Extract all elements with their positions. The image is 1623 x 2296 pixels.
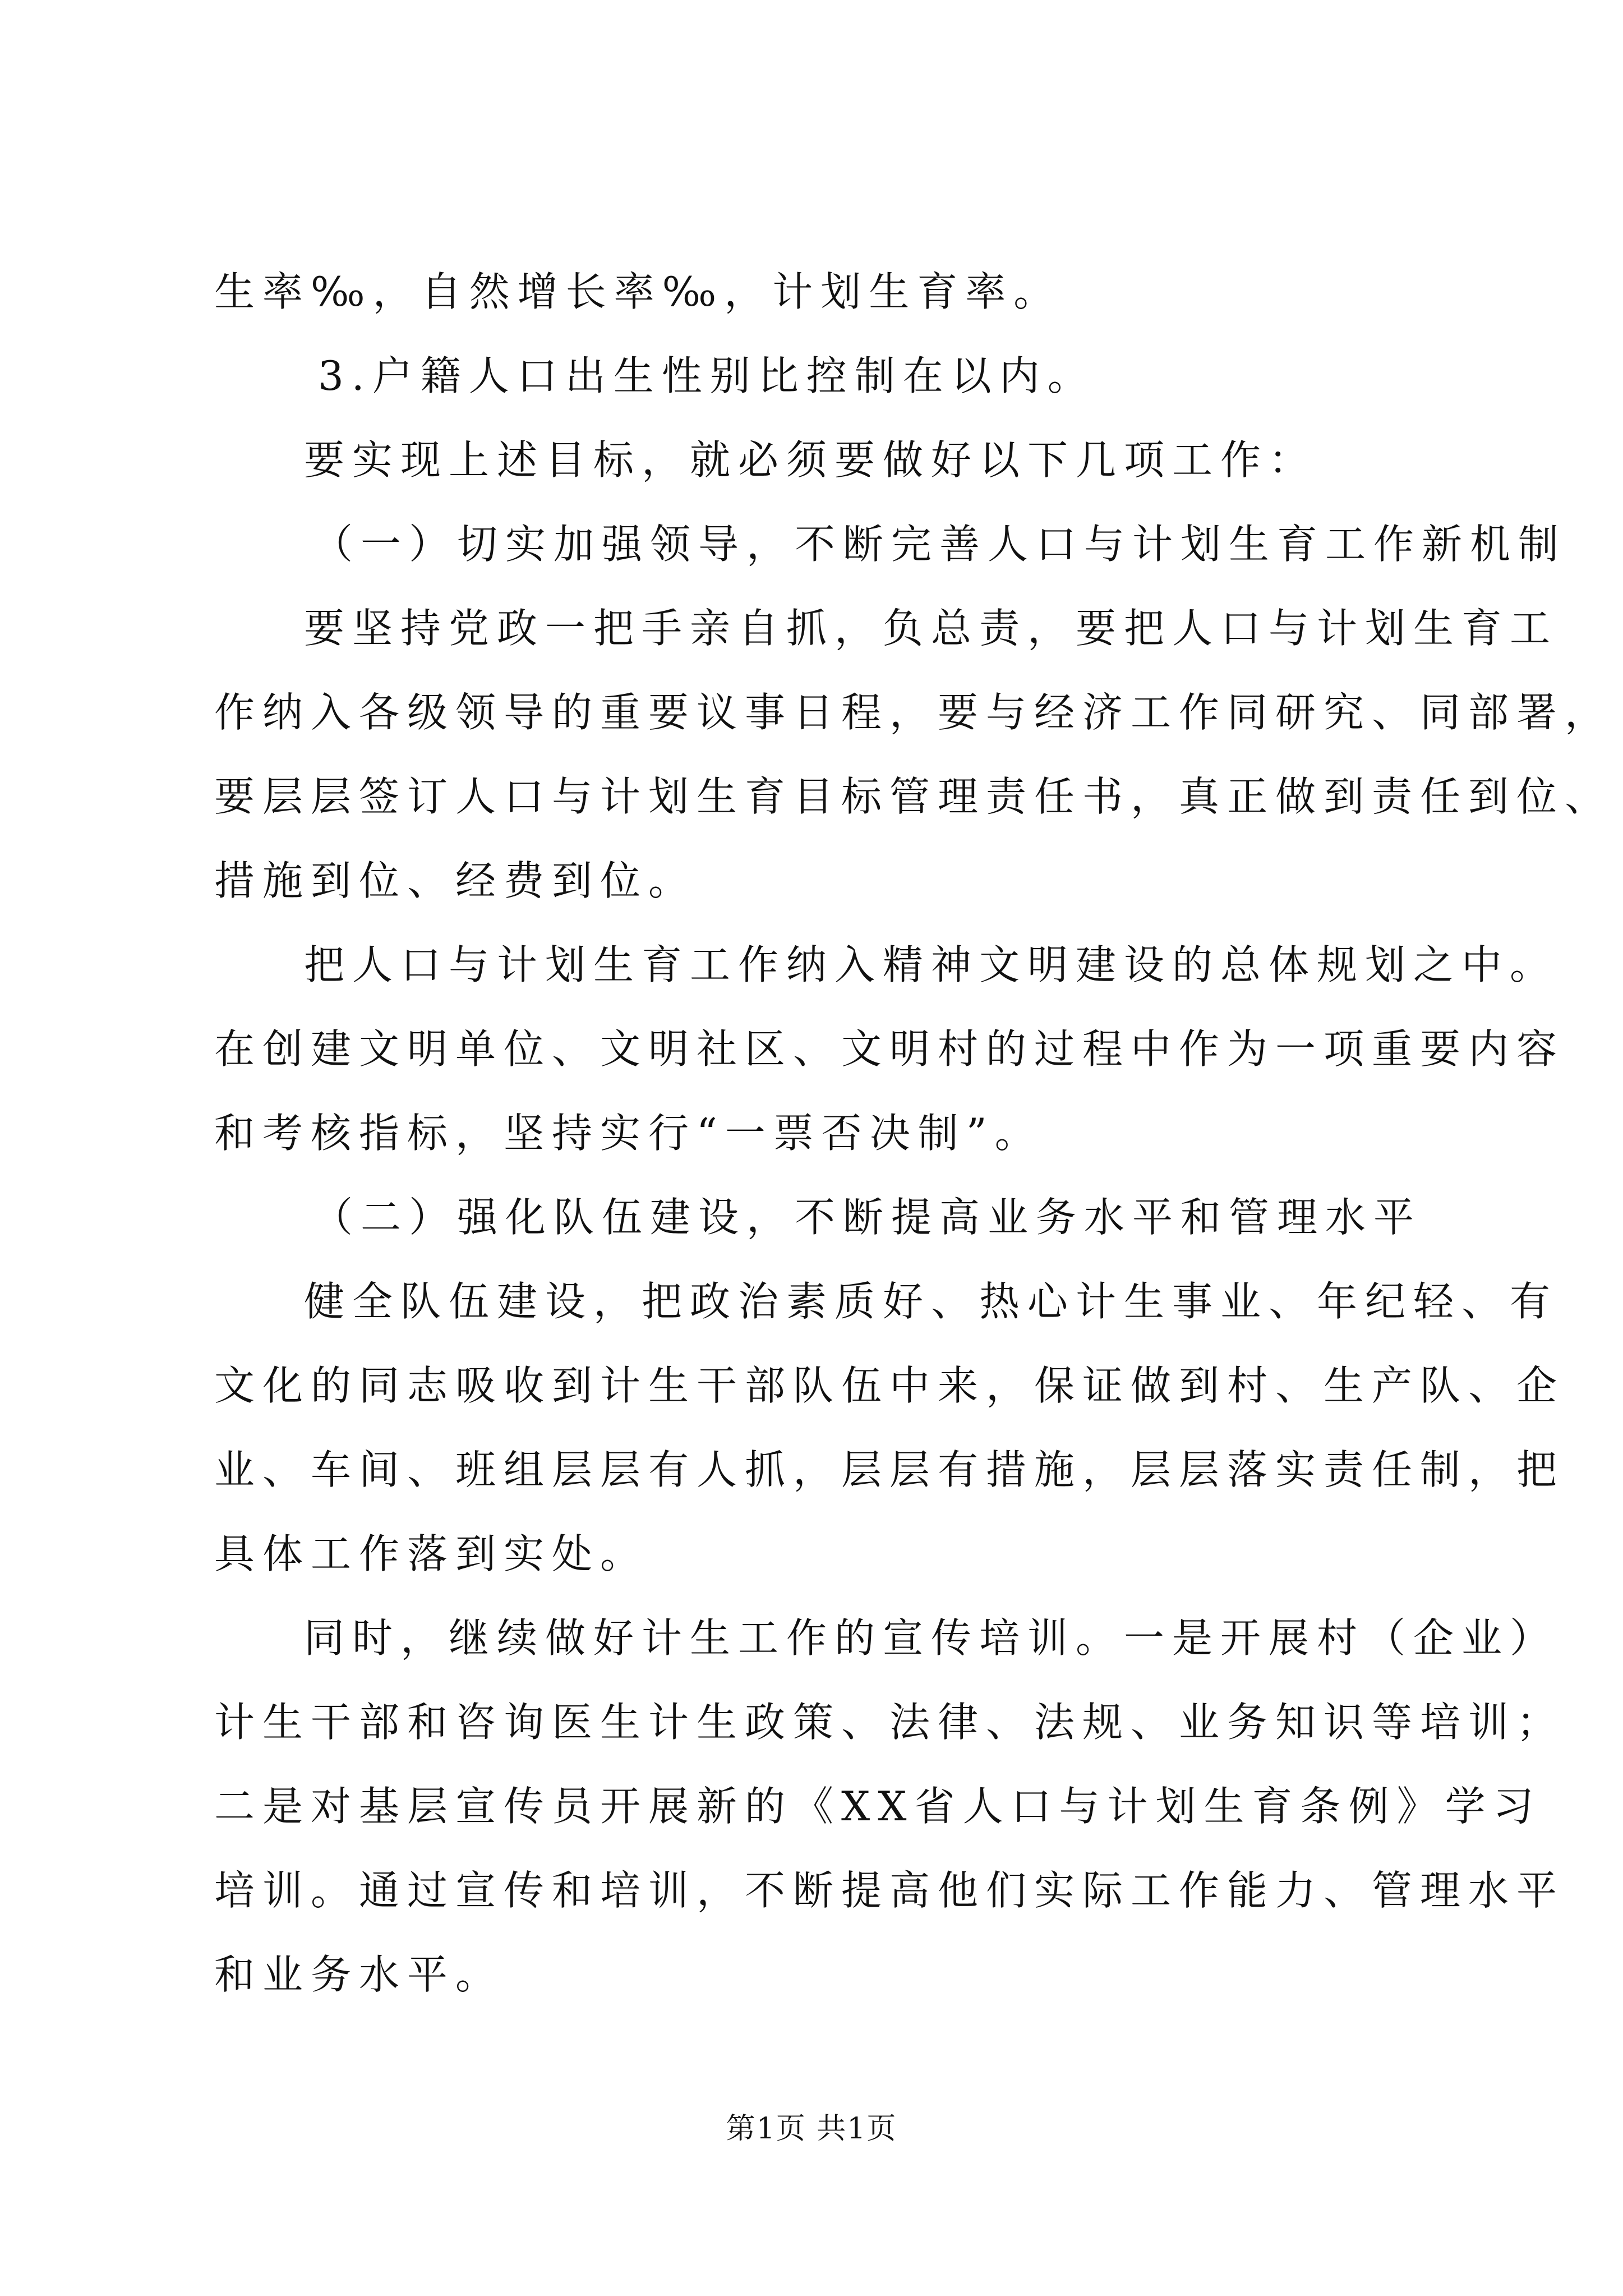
section-heading-1: （一）切实加强领导，不断完善人口与计划生育工作新机制 — [312, 521, 1567, 568]
text-line: 业、车间、班组层层有人抓，层层有措施，层层落实责任制，把 — [214, 1446, 1565, 1493]
text-line: 培训。通过宣传和培训，不断提高他们实际工作能力、管理水平 — [214, 1867, 1565, 1914]
section-heading-2: （二）强化队伍建设，不断提高业务水平和管理水平 — [312, 1194, 1422, 1241]
text-line: 计生干部和咨询医生计生政策、法律、法规、业务知识等培训； — [214, 1699, 1565, 1746]
text-line: 具体工作落到实处。 — [214, 1530, 649, 1577]
text-line: 在创建文明单位、文明社区、文明村的过程中作为一项重要内容 — [214, 1025, 1565, 1073]
text-line: 生率‰，自然增长率‰，计划生育率。 — [214, 268, 1062, 315]
page-number-footer: 第1页 共1页 — [726, 2112, 897, 2146]
text-line: 措施到位、经费到位。 — [214, 857, 697, 904]
text-line: 和业务水平。 — [214, 1951, 504, 1998]
text-line: 把人口与计划生育工作纳入精神文明建设的总体规划之中。 — [304, 941, 1559, 988]
text-line: 文化的同志吸收到计生干部队伍中来，保证做到村、生产队、企 — [214, 1362, 1565, 1409]
text-line: 同时，继续做好计生工作的宣传培训。一是开展村（企业） — [304, 1614, 1559, 1662]
list-item-3: 3.户籍人口出生性别比控制在以内。 — [318, 352, 1096, 399]
text-line: 要坚持党政一把手亲自抓，负总责，要把人口与计划生育工 — [304, 605, 1559, 652]
text-line: 要层层签订人口与计划生育目标管理责任书，真正做到责任到位、 — [214, 773, 1613, 820]
text-line: 作纳入各级领导的重要议事日程，要与经济工作同研究、同部署， — [214, 689, 1613, 736]
text-line: 健全队伍建设，把政治素质好、热心计生事业、年纪轻、有 — [304, 1278, 1559, 1325]
text-line: 二是对基层宣传员开展新的《XX省人口与计划生育条例》学习 — [214, 1783, 1542, 1830]
text-line: 要实现上述目标，就必须要做好以下几项工作： — [304, 436, 1317, 484]
text-line: 和考核指标，坚持实行“一票否决制”。 — [214, 1110, 1043, 1157]
